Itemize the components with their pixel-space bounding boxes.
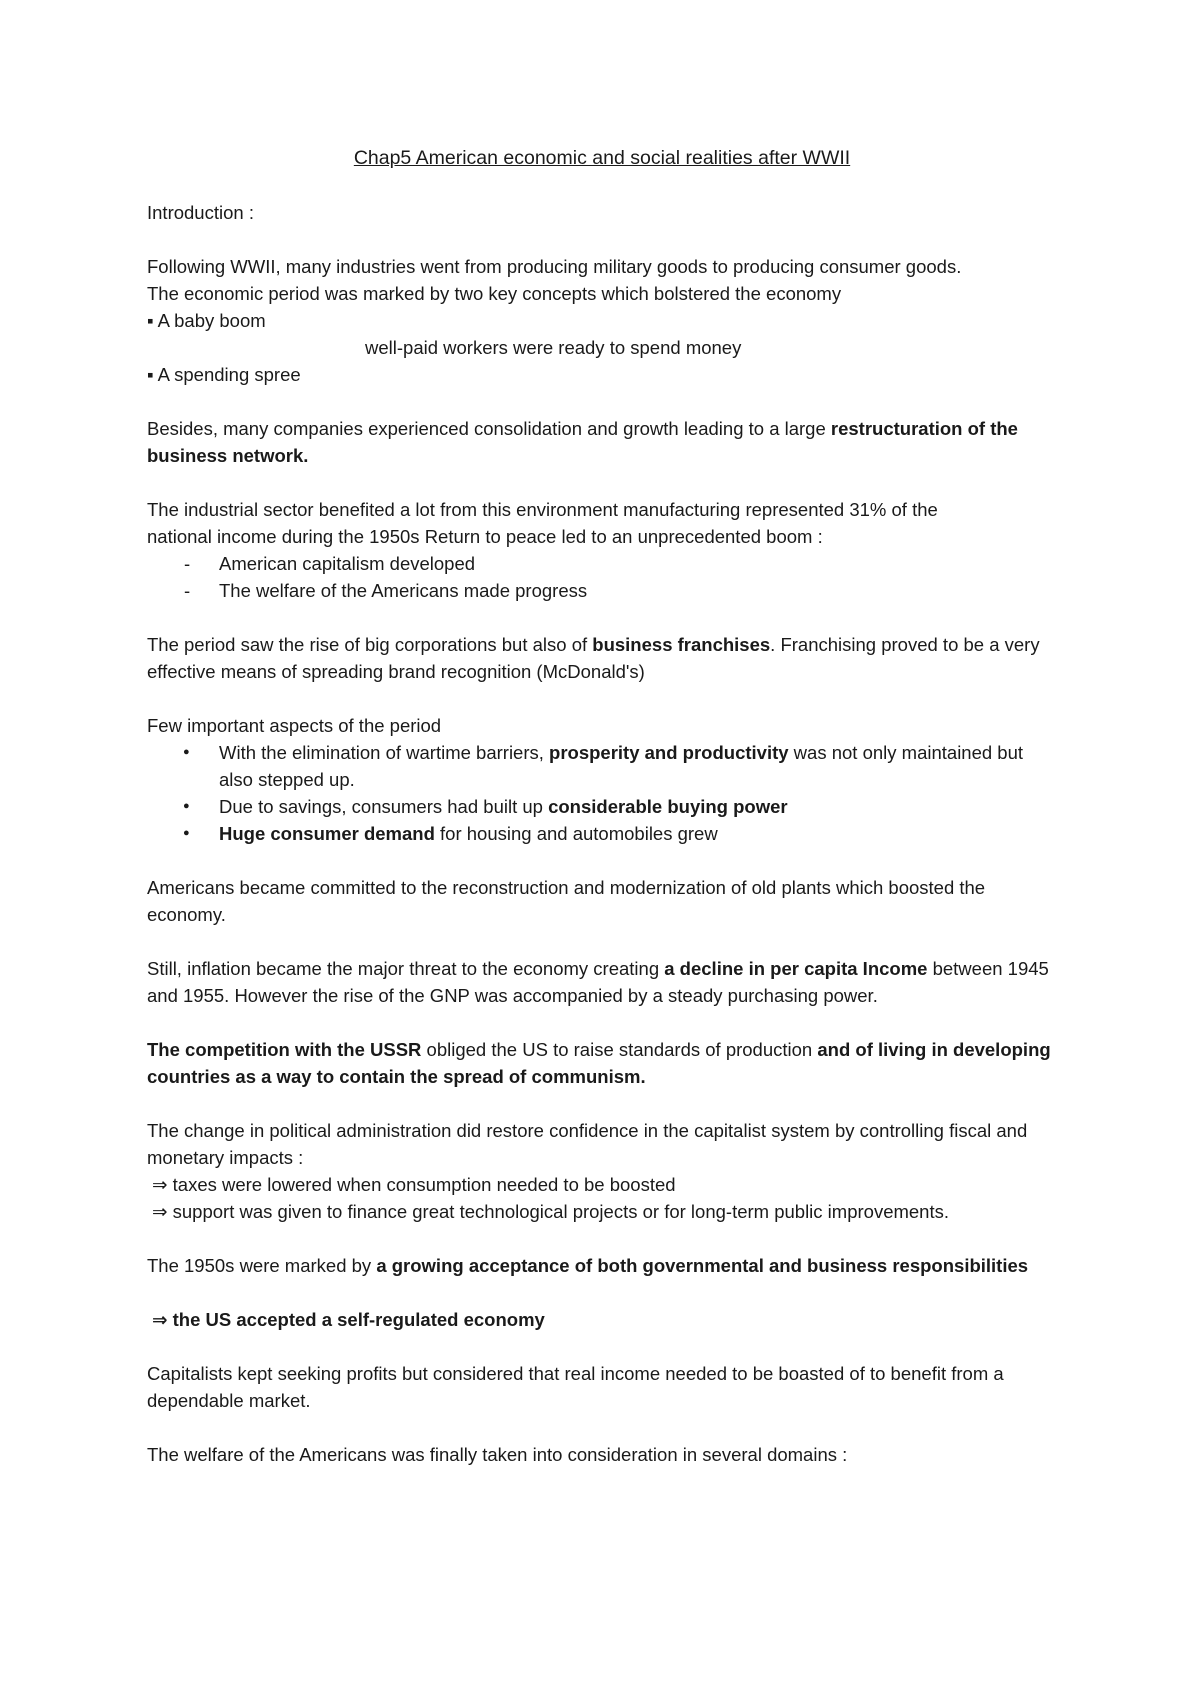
- document-title: Chap5 American economic and social realities after WWII: [353, 147, 851, 169]
- concept-note: well-paid workers were ready to spend money: [365, 337, 742, 358]
- reconstruction-paragraph: Americans became committed to the reconstruction and modernization of old plants which boosted the economy.: [147, 877, 986, 925]
- aspect-bold: Huge consumer demand: [219, 823, 435, 844]
- aspects-heading: Few important aspects of the period: [147, 715, 442, 736]
- intro-line-2: The economic period was marked by two key concepts which bolstered the economy: [147, 283, 842, 304]
- welfare-paragraph: The welfare of the Americans was finally taken into consideration in several domains :: [147, 1444, 848, 1465]
- aspect-bold: considerable buying power: [548, 796, 788, 817]
- franchise-text-2: . Franchising proved to be a very effective means of spreading brand recognition (McDonald's): [147, 634, 1040, 682]
- concept-spending-spree: ▪ A spending spree: [147, 364, 301, 385]
- inflation-bold: a decline in per capita Income: [664, 958, 928, 979]
- dash-item: - American capitalism developed: [147, 550, 1057, 577]
- restructuration-text: Besides, many companies experienced consolidation and growth leading to a large: [147, 418, 831, 439]
- administration-paragraph: [147, 1117, 1057, 1225]
- franchise-bold: business franchises: [592, 634, 771, 655]
- concept-baby-boom: ▪ A baby boom: [147, 310, 266, 331]
- dash-item: - The welfare of the Americans made progress: [147, 577, 1057, 604]
- ussr-bold-1: The competition with the USSR: [147, 1039, 422, 1060]
- arrow-item: ⇒ support was given to finance great technological projects or for long-term public improvements.: [152, 1201, 949, 1222]
- franchise-paragraph: [147, 631, 1057, 685]
- aspects-list: [147, 739, 1057, 847]
- intro-label: Introduction :: [147, 202, 254, 223]
- acceptance-text: The 1950s were marked by: [147, 1255, 377, 1276]
- franchise-text-1: The period saw the rise of big corporations but also of: [147, 634, 593, 655]
- aspect-bold: prosperity and productivity: [549, 742, 789, 763]
- aspect-item: [147, 820, 1057, 847]
- ussr-text: obliged the US to raise standards of production: [421, 1039, 818, 1060]
- administration-text: The change in political administration did restore confidence in the capitalist system by controlling fiscal and monetary impacts :: [147, 1120, 1028, 1168]
- intro-line-1: Following WWII, many industries went from producing military goods to producing consumer goods.: [147, 256, 962, 277]
- ussr-paragraph: [147, 1036, 1057, 1090]
- industrial-line-1: The industrial sector benefited a lot from this environment manufacturing represented 31% of the: [147, 499, 938, 520]
- capitalists-paragraph: Capitalists kept seeking profits but considered that real income needed to be boasted of to benefit from a dependable market.: [147, 1363, 1004, 1411]
- aspect-text: With the elimination of wartime barriers,: [219, 742, 550, 763]
- arrow-item: ⇒ taxes were lowered when consumption needed to be boosted: [152, 1174, 676, 1195]
- aspect-text: for housing and automobiles grew: [434, 823, 718, 844]
- self-regulated-bold: ⇒ the US accepted a self-regulated economy: [152, 1309, 545, 1330]
- document-page: [147, 145, 1057, 1468]
- acceptance-paragraph: [147, 1252, 1057, 1279]
- industrial-line-2: national income during the 1950s Return to peace led to an unprecedented boom :: [147, 526, 823, 547]
- industrial-paragraph: [147, 496, 1057, 604]
- inflation-text-2: between 1945 and 1955. However the rise of the GNP was accompanied by a steady purchasing power.: [147, 958, 1049, 1006]
- aspect-text: was not only maintained but also stepped up.: [219, 742, 1024, 790]
- dash-list: [147, 550, 1057, 604]
- inflation-text-1: Still, inflation became the major threat to the economy creating: [147, 958, 665, 979]
- restructuration-bold: restructuration of the business network.: [147, 418, 1018, 466]
- aspect-item: [147, 739, 1057, 793]
- ussr-bold-2: and of living in developing countries as a way to contain the spread of communism.: [147, 1039, 1051, 1087]
- aspect-item: [147, 793, 1057, 820]
- intro-paragraph: [147, 253, 1057, 388]
- restructuration-paragraph: [147, 415, 1057, 469]
- aspect-text: Due to savings, consumers had built up: [219, 796, 549, 817]
- inflation-paragraph: [147, 955, 1057, 1009]
- acceptance-bold: a growing acceptance of both governmental and business responsibilities: [376, 1255, 1029, 1276]
- self-regulated-line: [147, 1306, 1057, 1333]
